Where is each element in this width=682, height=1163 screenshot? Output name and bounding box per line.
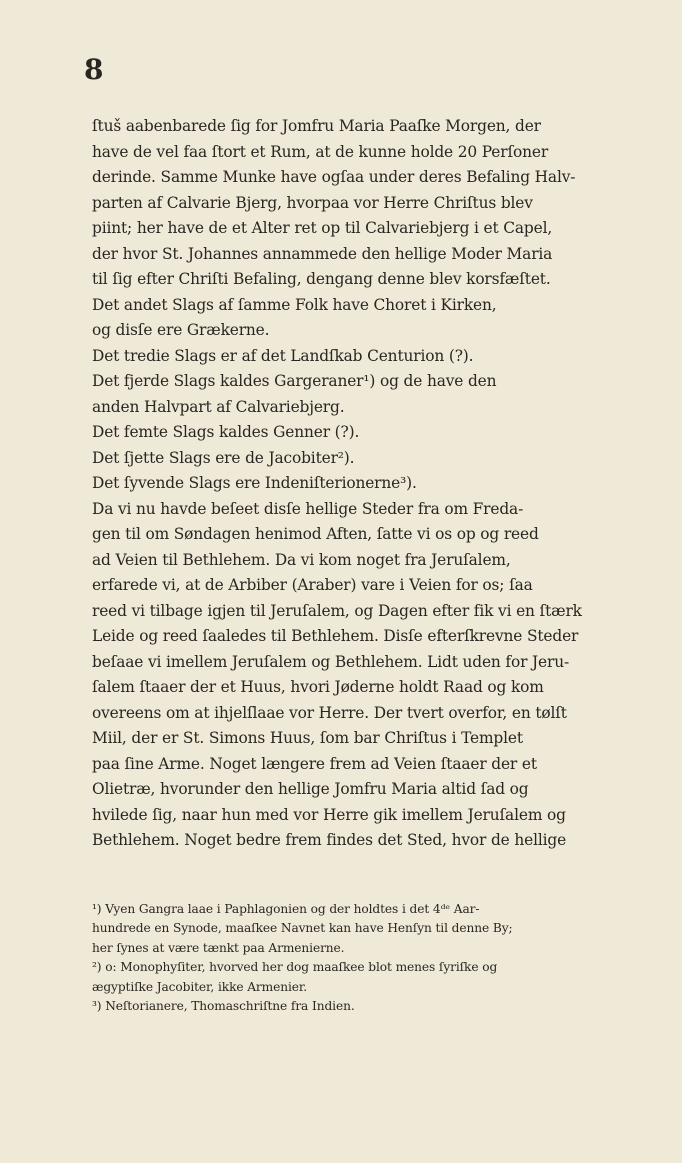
text-line: piint; her have de et Alter ret op til Calvariebjerg i et Capel, — [92, 219, 553, 237]
text-line: Leide og reed ſaaledes til Bethlehem. Disſe efterſkrevne Steder — [92, 627, 579, 645]
text-line: have de vel faa ſtort et Rum, at de kunne holde 20 Perſoner — [92, 142, 549, 161]
footnote-line: hundrede en Synode, maaſkee Navnet kan have Henſyn til denne By; — [92, 921, 513, 936]
text-line: paa ſine Arme. Noget længere frem ad Veien ſtaaer der et — [92, 754, 537, 773]
text-line: gen til om Søndagen henimod Aften, ſatte vi os op og reed — [92, 525, 539, 543]
text-line: ad Veien til Bethlehem. Da vi kom noget fra Jeruſalem, — [92, 550, 511, 569]
footnotes — [92, 900, 630, 1016]
text-line: hvilede ſig, naar hun med vor Herre gik imellem Jeruſalem og — [92, 805, 566, 824]
text-line: overeens om at ihjelſlaae vor Herre. Der tvert overfor, en tølſt — [92, 703, 567, 722]
text-line: og disſe ere Grækerne. — [92, 321, 270, 339]
text-line: Olietræ, hvorunder den hellige Jomfru Maria altid ſad og — [92, 780, 529, 798]
footnote-line: her ſynes at være tænkt paa Armenierne. — [92, 940, 345, 955]
text-line: beſaae vi imellem Jeruſalem og Bethlehem. Lidt uden for Jeru- — [92, 652, 570, 671]
text-line: ſalem ſtaaer der et Huus, hvori Jøderne holdt Raad og kom — [92, 678, 544, 696]
text-line: derinde. Samme Munke have ogſaa under deres Befaling Halv- — [92, 168, 576, 186]
text-line: erfarede vi, at de Arbiber (Araber) vare i Veien for os; ſaa — [92, 576, 533, 594]
footnote-line: ²) o: Monophyſiter, hvorved her dog maaſkee blot menes ſyriſke og — [92, 960, 498, 975]
text-line: Det tredie Slags er af det Landſkab Centurion (?). — [92, 346, 474, 365]
text-line: Miil, der er St. Simons Huus, ſom bar Chriſtus i Templet — [92, 729, 523, 747]
text-line: Det ſjette Slags ere de Jacobiter²). — [92, 448, 355, 467]
text-line: til ſig efter Chriſti Befaling, dengang denne blev korsfæſtet. — [92, 270, 551, 288]
text-line: Det femte Slags kaldes Genner (?). — [92, 423, 360, 441]
text-line: Bethlehem. Noget bedre frem findes det Sted, hvor de hellige — [92, 831, 567, 849]
footnote-line: ³) Neſtorianere, Thomaschriſtne fra Indien. — [92, 998, 355, 1013]
text-line: Det andet Slags af ſamme Folk have Choret i Kirken, — [92, 295, 497, 314]
text-line: reed vi tilbage igjen til Jeruſalem, og Dagen efter fik vi en ſtærk — [92, 601, 582, 620]
text-line: Da vi nu havde beſeet disſe hellige Steder fra om Freda- — [92, 499, 524, 518]
footnote-line: ¹) Vyen Gangra laae i Paphlagonien og der holdtes i det 4ᵈᵉ Aar- — [92, 902, 480, 916]
text-line: parten af Calvarie Bjerg, hvorpaa vor Herre Chriſtus blev — [92, 193, 533, 212]
page-number: 8 — [84, 53, 104, 86]
text-line: der hvor St. Johannes annammede den hellige Moder Maria — [92, 244, 553, 263]
footnote-line: ægyptiſke Jacobiter, ikke Armenier. — [92, 979, 308, 994]
body-text — [92, 114, 630, 854]
text-line: ſtuš aabenbarede ſig for Jomfru Maria Paaſke Morgen, der — [92, 117, 541, 135]
text-line: Det ſyvende Slags ere Indeniſterionerne³). — [92, 474, 417, 492]
text-line: Det fjerde Slags kaldes Gargeraner¹) og de have den — [92, 372, 497, 390]
text-line: anden Halvpart af Calvariebjerg. — [92, 397, 345, 416]
